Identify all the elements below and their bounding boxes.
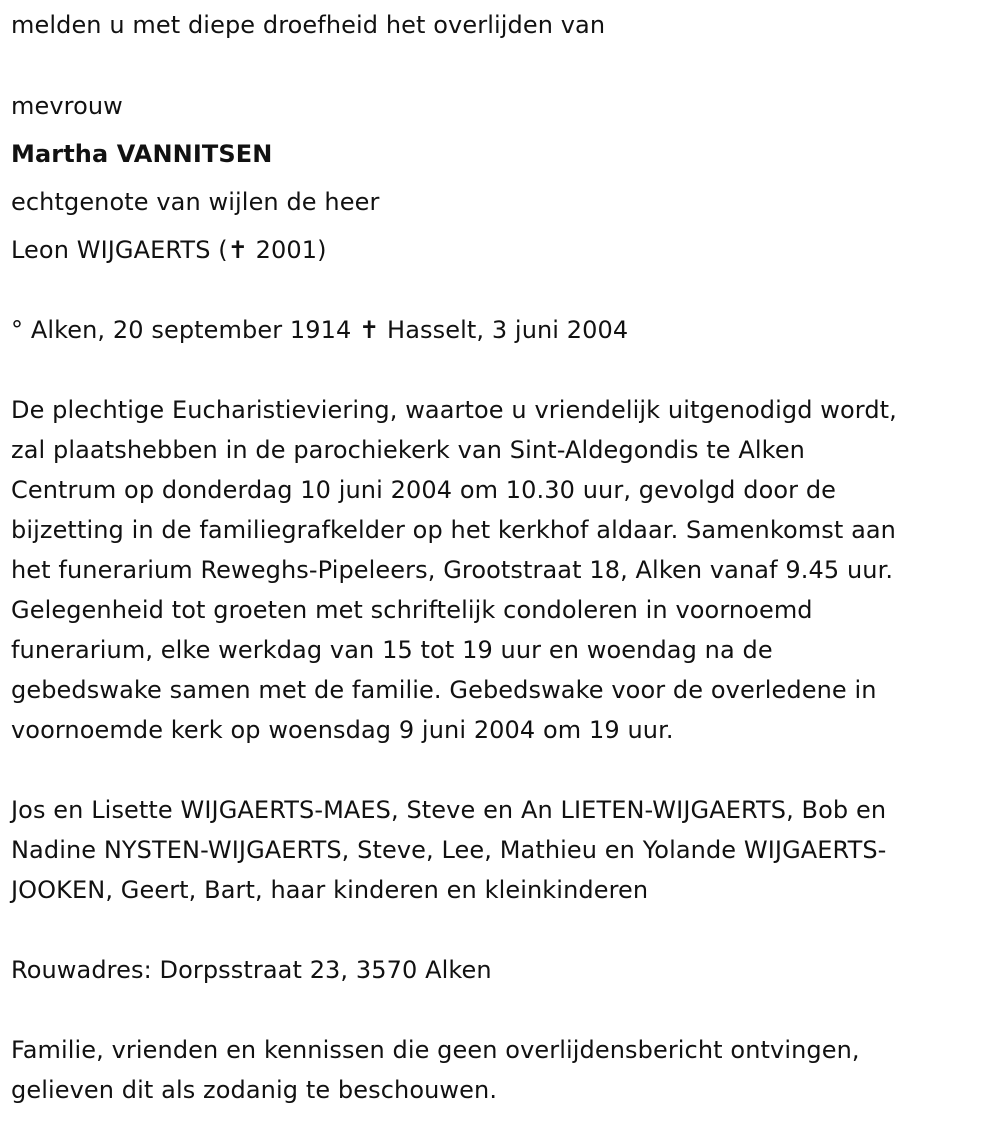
deceased-name: Martha VANNITSEN xyxy=(11,140,273,168)
closing-line: Familie, vrienden en kennissen die geen overlijdensbericht ontvingen, xyxy=(11,1036,860,1064)
ceremony-line: Gelegenheid tot groeten met schriftelijk condoleren in voornoemd xyxy=(11,596,813,624)
family-line: Jos en Lisette WIJGAERTS-MAES, Steve en An LIETEN-WIJGAERTS, Bob en xyxy=(11,796,887,824)
family-line: JOOKEN, Geert, Bart, haar kinderen en kleinkinderen xyxy=(11,876,649,904)
ceremony-line: gebedswake samen met de familie. Gebedswake voor de overledene in xyxy=(11,676,877,704)
relation-text: echtgenote van wijlen de heer xyxy=(11,188,380,216)
intro-text: melden u met diepe droefheid het overlijden van xyxy=(11,11,606,39)
family-line: Nadine NYSTEN-WIJGAERTS, Steve, Lee, Mathieu en Yolande WIJGAERTS- xyxy=(11,836,887,864)
ceremony-line: bijzetting in de familiegrafkelder op het kerkhof aldaar. Samenkomst aan xyxy=(11,516,896,544)
closing-line: gelieven dit als zodanig te beschouwen. xyxy=(11,1076,498,1104)
ceremony-line: het funerarium Reweghs-Pipeleers, Grootstraat 18, Alken vanaf 9.45 uur. xyxy=(11,556,894,584)
title-text: mevrouw xyxy=(11,92,123,120)
ceremony-line: zal plaatshebben in de parochiekerk van Sint-Aldegondis te Alken xyxy=(11,436,805,464)
ceremony-line: De plechtige Eucharistieviering, waartoe u vriendelijk uitgenodigd wordt, xyxy=(11,396,897,424)
ceremony-line: voornoemde kerk op woensdag 9 juni 2004 om 19 uur. xyxy=(11,716,674,744)
spouse-text: Leon WIJGAERTS (✝ 2001) xyxy=(11,236,327,264)
ceremony-line: funerarium, elke werkdag van 15 tot 19 uur en woendag na de xyxy=(11,636,773,664)
mourning-address: Rouwadres: Dorpsstraat 23, 3570 Alken xyxy=(11,956,492,984)
ceremony-line: Centrum op donderdag 10 juni 2004 om 10.30 uur, gevolgd door de xyxy=(11,476,837,504)
birth-death-text: ° Alken, 20 september 1914 ✝ Hasselt, 3 juni 2004 xyxy=(11,316,629,344)
